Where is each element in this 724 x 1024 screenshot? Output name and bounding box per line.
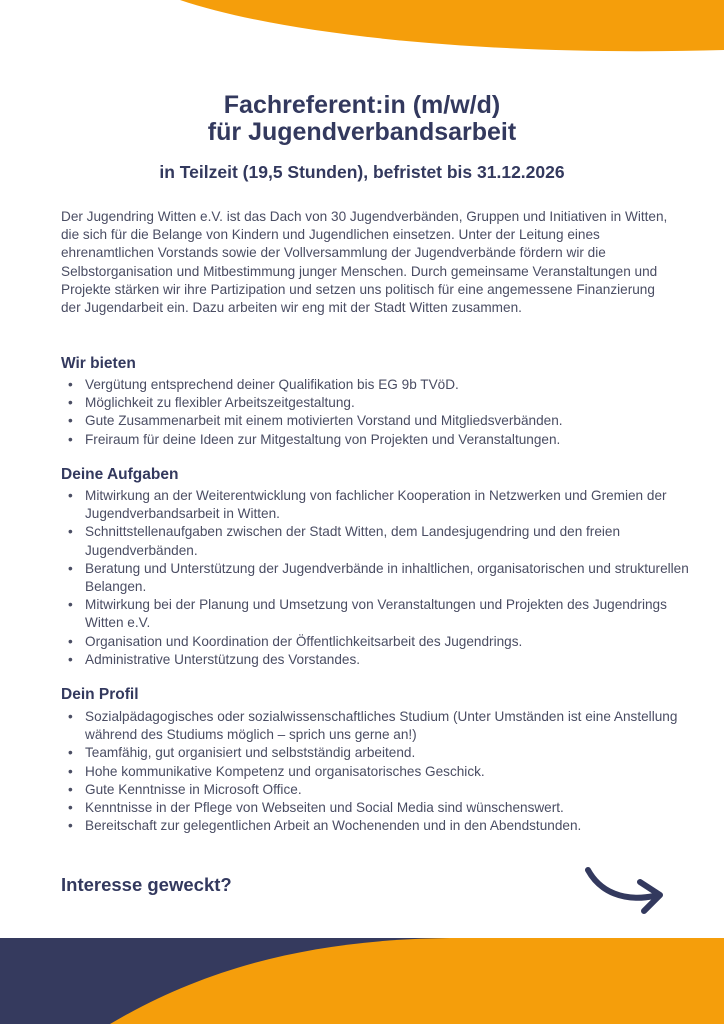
offers-list bbox=[61, 376, 695, 449]
tasks-list bbox=[61, 487, 695, 669]
list-item: • Organisation und Koordination der Öffentlichkeitsarbeit des Jugendrings. bbox=[85, 633, 695, 651]
offers-heading: Wir bieten bbox=[61, 355, 136, 372]
title-line-1: Fachreferent:in (m/w/d) bbox=[223, 91, 501, 119]
list-item: • Bereitschaft zur gelegentlichen Arbeit an Wochenenden und in den Abendstunden. bbox=[85, 817, 695, 835]
profile-list bbox=[61, 708, 695, 835]
title-line-2: für Jugendverbandsarbeit bbox=[207, 118, 517, 146]
list-item: • Schnittstellenaufgaben zwischen der Stadt Witten, dem Landesjugendring und den freien Jugendverbänden. bbox=[85, 523, 695, 559]
list-item: • Administrative Unterstützung des Vorstandes. bbox=[85, 651, 695, 669]
list-item: • Mitwirkung an der Weiterentwicklung von fachlicher Kooperation in Netzwerken und Gremien der Jugendverbandsarbeit in Witten. bbox=[85, 487, 695, 523]
list-item: • Hohe kommunikative Kompetenz und organisatorisches Geschick. bbox=[85, 763, 695, 781]
list-item: • Kenntnisse in der Pflege von Webseiten und Social Media sind wünschenswert. bbox=[85, 799, 695, 817]
bottom-orange-wave bbox=[110, 938, 724, 1024]
job-subtitle: in Teilzeit (19,5 Stunden), befristet bis 31.12.2026 bbox=[159, 162, 565, 182]
job-title bbox=[0, 92, 724, 146]
list-item: • Möglichkeit zu flexibler Arbeitszeitgestaltung. bbox=[85, 394, 695, 412]
top-orange-wave bbox=[180, 0, 724, 51]
list-item: • Sozialpädagogisches oder sozialwissenschaftliches Studium (Unter Umständen ist eine Anstellung während des Studiums möglich – sprich uns gerne an!) bbox=[85, 708, 695, 744]
list-item: • Freiraum für deine Ideen zur Mitgestaltung von Projekten und Veranstaltungen. bbox=[85, 431, 695, 449]
interest-heading: Interesse geweckt? bbox=[61, 874, 232, 895]
bottom-navy-band bbox=[0, 938, 724, 1024]
intro-paragraph: Der Jugendring Witten e.V. ist das Dach von 30 Jugendverbänden, Gruppen und Initiativen in Witten, die sich für die Belange von Kindern und Jugendlichen einsetzen. Unter der Leitung eines ehrenamtlichen Vorstands sowie der Vollversammlung der Jugendverbände fördern wir die Selbstorganisation und Mitbestimmung junger Menschen. Durch gemeinsame Veranstaltungen und Projekte stärken wir ihre Partizipation und setzen uns politisch für eine angemessene Finanzierung der Jugendarbeit ein. Dazu arbeiten wir eng mit der Stadt Witten zusammen. bbox=[61, 209, 668, 316]
list-item: • Vergütung entsprechend deiner Qualifikation bis EG 9b TVöD. bbox=[85, 376, 695, 394]
list-item: • Gute Zusammenarbeit mit einem motivierten Vorstand und Mitgliedsverbänden. bbox=[85, 412, 695, 430]
list-item: • Mitwirkung bei der Planung und Umsetzung von Veranstaltungen und Projekten des Jugendrings Witten e.V. bbox=[85, 596, 695, 632]
list-item: • Teamfähig, gut organisiert und selbstständig arbeitend. bbox=[85, 744, 695, 762]
curved-arrow-right-icon bbox=[582, 862, 668, 918]
profile-heading: Dein Profil bbox=[61, 686, 139, 703]
list-item: • Beratung und Unterstützung der Jugendverbände in inhaltlichen, organisatorischen und strukturellen Belangen. bbox=[85, 560, 695, 596]
list-item: • Gute Kenntnisse in Microsoft Office. bbox=[85, 781, 695, 799]
tasks-heading: Deine Aufgaben bbox=[61, 466, 179, 483]
